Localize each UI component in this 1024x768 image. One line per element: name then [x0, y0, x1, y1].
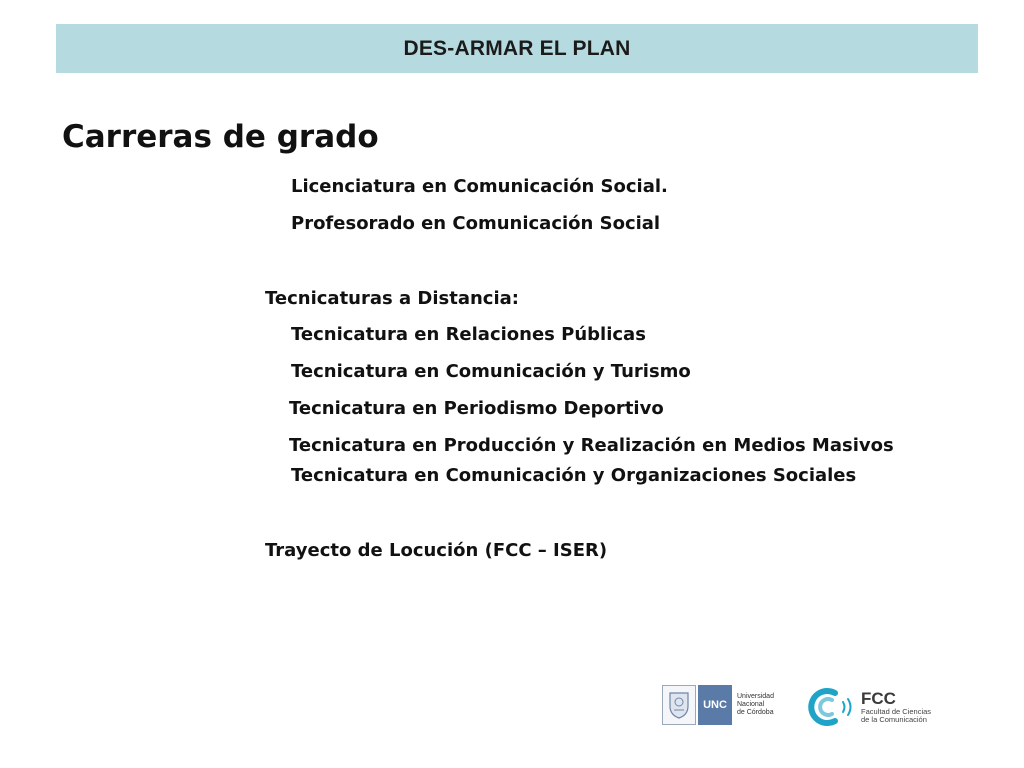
unc-name	[737, 693, 774, 717]
fcc-mark-icon	[805, 685, 855, 729]
tecnicatura-item-relaciones: Tecnicatura en Relaciones Públicas	[291, 324, 646, 345]
fcc-sub-line: Facultad de Ciencias	[861, 707, 932, 716]
unc-name-line: de Córdoba	[737, 709, 774, 716]
tecnicatura-item-periodismo: Tecnicatura en Periodismo Deportivo	[289, 398, 664, 419]
page-title: Carreras de grado	[62, 119, 379, 155]
unc-name-line: Universidad	[737, 693, 774, 700]
grado-item-licenciatura: Licenciatura en Comunicación Social.	[291, 176, 668, 197]
trayecto-locucion: Trayecto de Locución (FCC – ISER)	[265, 540, 608, 561]
unc-box: UNC	[698, 685, 732, 725]
header-bar	[56, 24, 978, 73]
fcc-text	[861, 690, 931, 724]
tecnicatura-item-organizaciones: Tecnicatura en Comunicación y Organizaciones Sociales	[291, 465, 857, 486]
tecnicaturas-heading: Tecnicaturas a Distancia:	[265, 288, 519, 309]
fcc-name: FCC	[861, 689, 896, 708]
unc-name-line: Nacional	[737, 701, 765, 708]
fcc-logo	[805, 685, 931, 729]
header-title: DES-ARMAR EL PLAN	[403, 36, 631, 60]
fcc-sub-line: de la Comunicación	[861, 715, 927, 724]
footer-logos	[662, 685, 952, 731]
grado-item-profesorado: Profesorado en Comunicación Social	[291, 213, 661, 234]
unc-shield-icon	[662, 685, 696, 725]
tecnicatura-item-produccion: Tecnicatura en Producción y Realización en Medios Masivos	[289, 435, 894, 456]
tecnicatura-item-turismo: Tecnicatura en Comunicación y Turismo	[291, 361, 691, 382]
unc-logo	[662, 685, 774, 725]
